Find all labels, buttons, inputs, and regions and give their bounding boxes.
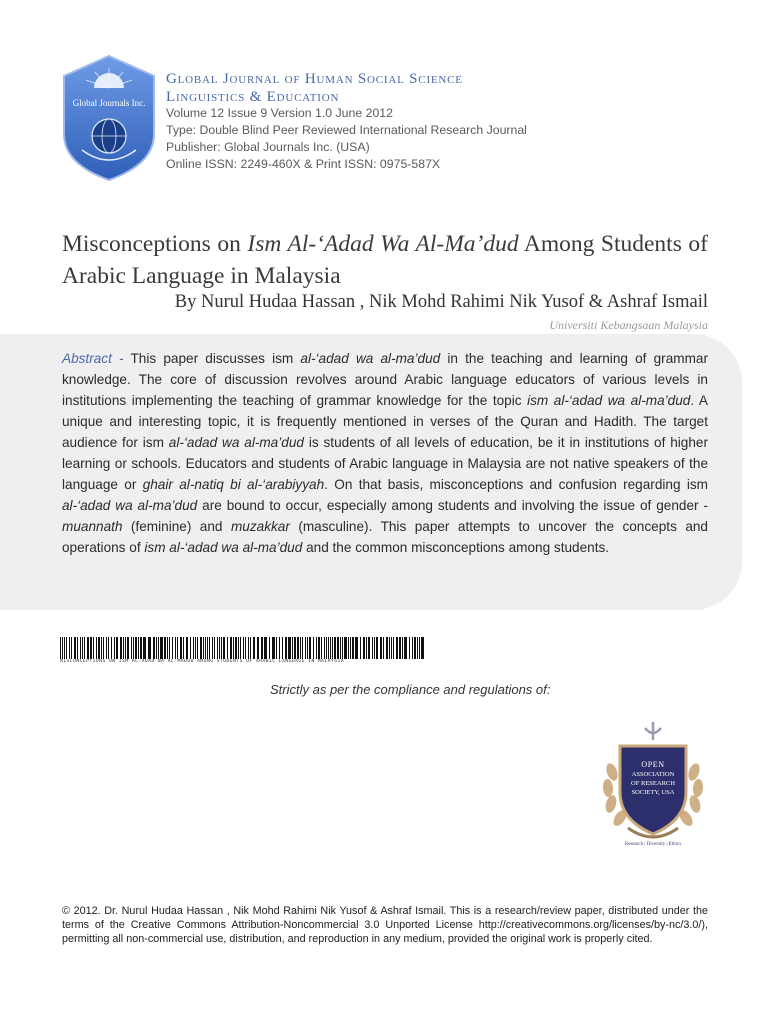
abstract-term: ghair al-natiq bi al-‘arabiyyah — [142, 477, 325, 492]
abstract-text: . On that basis, misconceptions and confusion regarding ism — [324, 477, 708, 492]
type-line: Type: Double Blind Peer Reviewed International Research Journal — [166, 123, 527, 137]
journal-title: Global Journal of Human Social Science — [166, 71, 463, 87]
barcode-bar — [143, 637, 146, 659]
barcode-bar — [300, 637, 301, 659]
barcode-bar — [292, 637, 293, 659]
barcode-bar — [396, 637, 398, 659]
barcode-bar — [350, 637, 351, 659]
barcode-bar — [240, 637, 241, 659]
barcode-bar — [257, 637, 259, 659]
barcode-bar — [230, 637, 232, 659]
barcode-bar — [302, 637, 303, 659]
abstract — [62, 348, 708, 558]
seal-line-1: OPEN — [641, 760, 665, 769]
barcode-bar — [238, 637, 239, 659]
abstract-text: (masculine). This paper attempts to uncover the concepts and operations of — [62, 519, 708, 555]
abstract-term: al-‘adad wa al-ma’dud — [168, 435, 304, 450]
barcode-bar — [209, 637, 210, 659]
barcode-bar — [193, 637, 194, 659]
barcode-bar — [316, 637, 317, 659]
abstract-term: muzakkar — [230, 519, 290, 534]
barcode-bar — [80, 637, 81, 659]
barcode-bar — [337, 637, 339, 659]
seal-line-2: ASSOCIATION — [631, 771, 675, 778]
barcode-bar — [106, 637, 107, 659]
barcode-bar — [84, 637, 85, 659]
barcode-bar — [366, 637, 367, 659]
barcode-bar — [77, 637, 78, 659]
barcode-bar — [183, 637, 184, 659]
barcode-bar — [393, 637, 394, 659]
barcode-bar — [391, 637, 392, 659]
barcode-bar — [294, 637, 296, 659]
barcode-bar — [360, 637, 361, 659]
barcode-bar — [103, 637, 104, 659]
barcode-bar — [180, 637, 182, 659]
barcode-bar — [374, 637, 375, 659]
barcode-bar — [203, 637, 204, 659]
barcode-bar — [276, 637, 277, 659]
barcode-bar — [164, 637, 166, 659]
barcode — [60, 637, 424, 659]
abstract-text: are bound to occur, especially among students and involving the issue of gender - — [197, 498, 708, 513]
barcode-bar — [285, 637, 287, 659]
barcode-bar — [414, 637, 416, 659]
barcode-bar — [386, 637, 388, 659]
barcode-bar — [344, 637, 347, 659]
abstract-label: Abstract - — [62, 351, 124, 366]
barcode-bar — [307, 637, 308, 659]
paper-title — [62, 228, 708, 292]
barcode-bar — [348, 637, 349, 659]
barcode-bar — [219, 637, 220, 659]
barcode-bar — [90, 637, 92, 659]
barcode-bar — [148, 637, 151, 659]
barcode-bar — [175, 637, 176, 659]
barcode-bar — [305, 637, 306, 659]
barcode-bar — [334, 637, 336, 659]
copyright-notice: © 2012. Dr. Nurul Hudaa Hassan , Nik Mohd Rahimi Nik Yusof & Ashraf Ismail. This is a research/review paper, distributed under the terms of the Creative Commons Attribution-Noncommercial 3.0 Unported License http://creativecommons.org/licenses/by-nc/3.0/), permitting all non-commercial use, distribution, and reproduction in any medium, provided the original work is properly cited. — [62, 905, 708, 945]
abstract-term: al-‘adad wa al-ma’dud — [62, 498, 198, 513]
issn-line: Online ISSN: 2249-460X & Print ISSN: 0975-587X — [166, 157, 441, 171]
barcode-bar — [207, 637, 208, 659]
barcode-bar — [402, 637, 403, 659]
title-text: Misconceptions on — [62, 231, 248, 257]
barcode-bar — [318, 637, 320, 659]
barcode-bar — [328, 637, 329, 659]
barcode-bar — [123, 637, 124, 659]
barcode-bar — [167, 637, 168, 659]
barcode-bar — [71, 637, 72, 659]
barcode-bar — [264, 637, 267, 659]
seal-motto: Research | Diversity | Ethics — [624, 842, 682, 847]
barcode-bar — [127, 637, 129, 659]
author-list: By Nurul Hudaa Hassan , Nik Mohd Rahimi Nik Yusof & Ashraf Ismail — [174, 292, 708, 312]
barcode-bar — [120, 637, 122, 659]
title-text-end: Among Students of Arabic Language in Malaysia — [62, 231, 708, 289]
barcode-bar — [186, 637, 188, 659]
abstract-term: ism al-‘adad wa al-ma’dud — [144, 540, 303, 555]
barcode-bar — [363, 637, 365, 659]
barcode-bar — [135, 637, 137, 659]
barcode-caption: MISCONCEPTIONS ON ISM AL-ADAD WA AL-MADUD AMONG STUDENTS OF ARABIC LANGUAGE IN MALAYSIA — [60, 659, 345, 664]
barcode-bar — [309, 637, 311, 659]
barcode-bar — [200, 637, 202, 659]
barcode-bar — [279, 637, 280, 659]
barcode-bar — [321, 637, 322, 659]
barcode-bar — [288, 637, 291, 659]
barcode-bar — [419, 637, 420, 659]
barcode-bar — [114, 637, 115, 659]
seal-line-4: SOCIETY, USA — [631, 789, 675, 796]
barcode-bar — [342, 637, 343, 659]
barcode-bar — [269, 637, 270, 659]
logo-label: Global Journals Inc. — [72, 98, 146, 108]
barcode-bar — [116, 637, 118, 659]
barcode-bar — [169, 637, 170, 659]
barcode-bar — [383, 637, 384, 659]
barcode-bar — [355, 637, 358, 659]
barcode-bar — [82, 637, 83, 659]
barcode-bar — [282, 637, 283, 659]
global-journals-logo — [60, 54, 158, 182]
barcode-bar — [376, 637, 378, 659]
affiliation: Universiti Kebangsaan Malaysia — [549, 318, 708, 332]
abstract-text: in the teaching and learning of grammar knowledge. The core of discussion revolves around Arabic language educators of various levels in institutions implementing the teaching of grammar knowledge for the topic — [62, 351, 708, 408]
barcode-bar — [217, 637, 218, 659]
barcode-bar — [297, 637, 299, 659]
abstract-text: . A unique and interesting topic, it is frequently mentioned in verses of the Quran and Hadith. The target audience for ism — [62, 393, 708, 450]
barcode-bar — [243, 637, 244, 659]
abstract-text: (feminine) and — [122, 519, 231, 534]
barcode-bar — [111, 637, 112, 659]
abstract-term: muannath — [62, 519, 123, 534]
abstract-text: and the common misconceptions among students. — [302, 540, 610, 555]
barcode-bar — [421, 637, 424, 659]
barcode-bar — [417, 637, 418, 659]
barcode-bar — [272, 637, 275, 659]
barcode-bar — [399, 637, 401, 659]
barcode-bar — [87, 637, 89, 659]
barcode-bar — [212, 637, 213, 659]
barcode-bar — [62, 637, 63, 659]
abstract-term: al-‘adad wa al-ma’dud — [300, 351, 441, 366]
barcode-bar — [156, 637, 157, 659]
barcode-bar — [253, 637, 255, 659]
title-italic: Ism Al-‘Adad Wa Al-Ma’dud — [247, 231, 519, 257]
barcode-bar — [245, 637, 246, 659]
barcode-bar — [195, 637, 196, 659]
barcode-bar — [190, 637, 191, 659]
barcode-bar — [64, 637, 65, 659]
barcode-bar — [133, 637, 134, 659]
barcode-bar — [389, 637, 390, 659]
barcode-bar — [372, 637, 373, 659]
barcode-bar — [138, 637, 139, 659]
barcode-bar — [223, 637, 225, 659]
barcode-bar — [261, 637, 263, 659]
oars-seal-logo — [598, 720, 708, 850]
barcode-bar — [131, 637, 132, 659]
barcode-bar — [197, 637, 198, 659]
barcode-bar — [158, 637, 159, 659]
barcode-bar — [235, 637, 237, 659]
barcode-bar — [108, 637, 109, 659]
barcode-bar — [409, 637, 410, 659]
volume-line: Volume 12 Issue 9 Version 1.0 June 2012 — [166, 106, 393, 120]
barcode-bar — [66, 637, 67, 659]
journal-subtitle: Linguistics & Education — [166, 89, 340, 105]
barcode-bar — [69, 637, 70, 659]
barcode-bar — [412, 637, 413, 659]
barcode-bar — [368, 637, 370, 659]
barcode-bar — [352, 637, 354, 659]
barcode-bar — [101, 637, 102, 659]
barcode-bar — [74, 637, 76, 659]
barcode-bar — [250, 637, 251, 659]
barcode-bar — [221, 637, 222, 659]
barcode-bar — [380, 637, 382, 659]
compliance-note: Strictly as per the compliance and regulations of: — [270, 682, 551, 697]
barcode-bar — [98, 637, 100, 659]
abstract-term: ism al-‘adad wa al-ma’dud — [527, 393, 691, 408]
barcode-bar — [214, 637, 215, 659]
barcode-bar — [96, 637, 97, 659]
barcode-bar — [160, 637, 163, 659]
barcode-bar — [172, 637, 173, 659]
publisher-line: Publisher: Global Journals Inc. (USA) — [166, 140, 370, 154]
barcode-bar — [233, 637, 234, 659]
barcode-bar — [332, 637, 333, 659]
barcode-bar — [326, 637, 327, 659]
barcode-bar — [324, 637, 325, 659]
abstract-text: This paper discusses ism — [123, 351, 301, 366]
barcode-bar — [330, 637, 331, 659]
barcode-bar — [227, 637, 228, 659]
barcode-bar — [60, 637, 61, 659]
barcode-bar — [205, 637, 206, 659]
barcode-bar — [153, 637, 155, 659]
barcode-bar — [177, 637, 178, 659]
abstract-text: is students of all levels of education, be it in institutions of higher learning or schools. Educators and students of Arabic language in Malaysia are not native speakers of the language or — [62, 435, 708, 492]
seal-line-3: OF RESEARCH — [631, 780, 675, 787]
barcode-bar — [340, 637, 341, 659]
barcode-bar — [140, 637, 142, 659]
barcode-bar — [93, 637, 94, 659]
journal-info — [166, 70, 726, 174]
barcode-bar — [125, 637, 126, 659]
barcode-bar — [248, 637, 249, 659]
barcode-bar — [404, 637, 407, 659]
barcode-bar — [313, 637, 314, 659]
